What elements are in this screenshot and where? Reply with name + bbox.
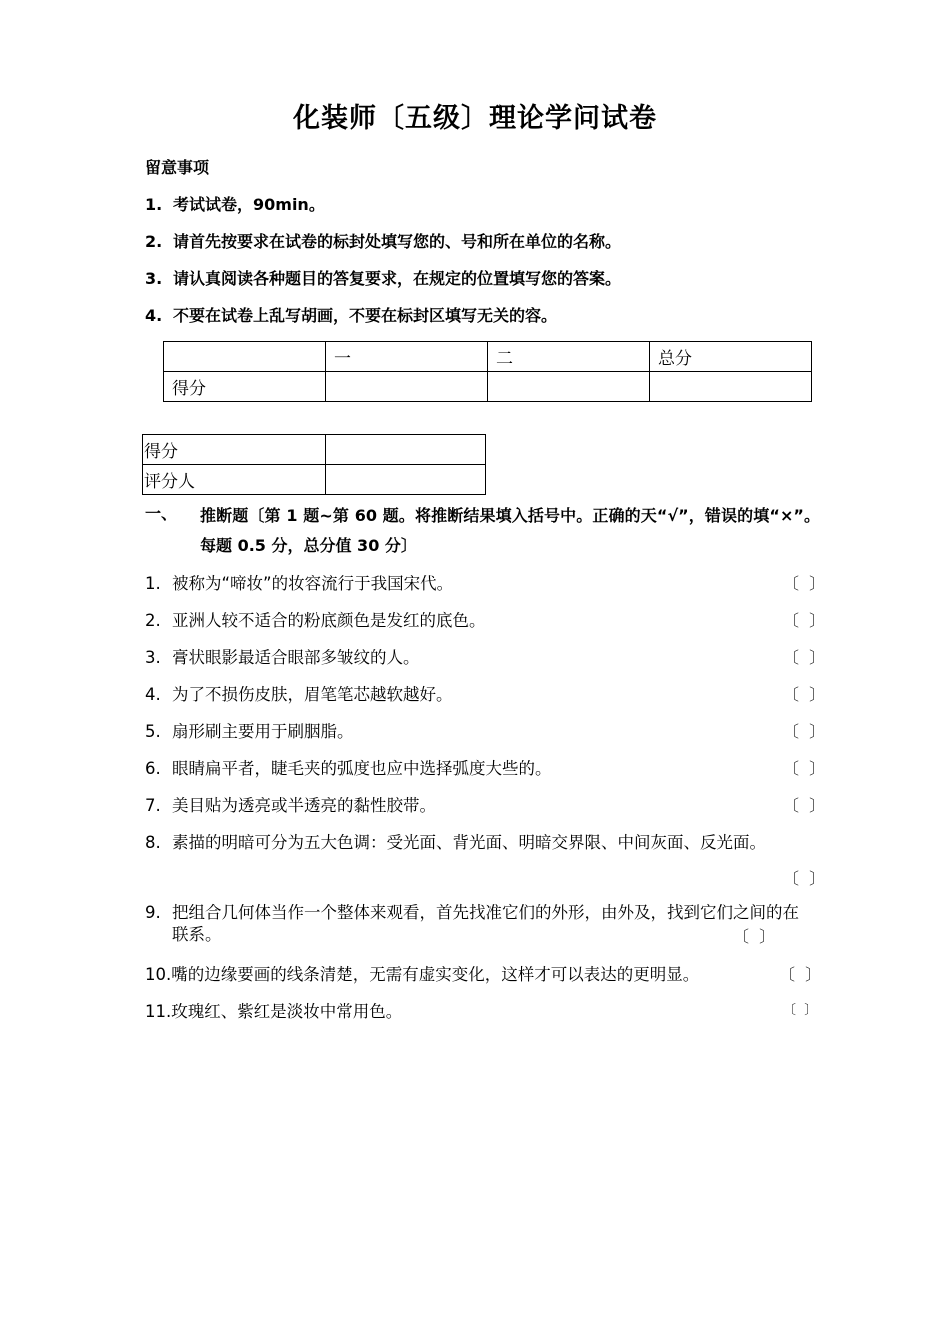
answer-bracket[interactable]: 〔 〕 bbox=[733, 927, 776, 946]
question-text: 眼睛扁平者，睫毛夹的弧度也应中选择弧度大些的。 bbox=[172, 759, 552, 778]
question-text: 素描的明暗可分为五大色调：受光面、背光面、明暗交界限、中间灰面、反光面。 bbox=[172, 833, 766, 852]
note-number: 4. bbox=[145, 306, 163, 325]
question-text: 为了不损伤皮肤，眉笔笔芯越软越好。 bbox=[172, 685, 453, 704]
question-number: 4. bbox=[145, 685, 161, 704]
question-number: 3. bbox=[145, 648, 161, 667]
answer-bracket[interactable]: 〔 〕 bbox=[783, 1003, 818, 1018]
score-header-cell: 二 bbox=[488, 342, 650, 372]
score-table-header-row bbox=[164, 342, 812, 372]
note-item bbox=[145, 192, 325, 215]
answer-bracket[interactable]: 〔 〕 bbox=[783, 869, 826, 888]
question-text: 美目贴为透亮或半透亮的黏性胶带。 bbox=[172, 796, 436, 815]
note-item bbox=[145, 229, 621, 252]
score-cell-2[interactable] bbox=[488, 372, 650, 402]
grader-person-label: 评分人 bbox=[143, 465, 326, 495]
question-text: 亚洲人较不适合的粉底颜色是发红的底色。 bbox=[172, 611, 486, 630]
grader-score-cell[interactable] bbox=[326, 435, 486, 465]
question-text: 扇形刷主要用于刷胭脂。 bbox=[172, 722, 354, 741]
question-text: 玫瑰红、紫红是淡妆中常用色。 bbox=[171, 1002, 403, 1021]
answer-bracket[interactable]: 〔 〕 bbox=[783, 648, 826, 667]
question-number: 6. bbox=[145, 759, 161, 778]
section-instructions: 推断题〔第 1 题~第 60 题。将推断结果填入括号中。正确的天“√”，错误的填“×”。每题 0.5 分，总分值 30 分〕 bbox=[200, 506, 820, 555]
note-text: 考试试卷，90min。 bbox=[173, 195, 325, 214]
answer-bracket[interactable]: 〔 〕 bbox=[783, 796, 826, 815]
score-cell-1[interactable] bbox=[326, 372, 488, 402]
question-item bbox=[145, 570, 453, 594]
answer-bracket[interactable]: 〔 〕 bbox=[783, 685, 826, 704]
note-number: 1. bbox=[145, 195, 163, 214]
question-item bbox=[145, 998, 402, 1022]
notes-heading: 留意事项 bbox=[145, 158, 210, 177]
question-number: 10. bbox=[145, 965, 172, 984]
score-header-cell: 一 bbox=[326, 342, 488, 372]
note-number: 3. bbox=[145, 269, 163, 288]
question-item bbox=[145, 607, 486, 631]
score-header-cell: 总分 bbox=[650, 342, 812, 372]
answer-bracket[interactable]: 〔 〕 bbox=[783, 759, 826, 778]
question-text: 把组合几何体当作一个整体来观看，首先找准它们的外形，由外及，找到它们之间的在联系。 bbox=[172, 903, 799, 944]
note-number: 2. bbox=[145, 232, 163, 251]
score-table-row bbox=[164, 372, 812, 402]
question-text: 膏状眼影最适合眼部多皱纹的人。 bbox=[172, 648, 420, 667]
grader-person-cell[interactable] bbox=[326, 465, 486, 495]
grader-score-label: 得分 bbox=[143, 435, 326, 465]
question-number: 2. bbox=[145, 611, 161, 630]
note-text: 不要在试卷上乱写胡画，不要在标封区填写无关的容。 bbox=[173, 306, 558, 325]
question-number: 7. bbox=[145, 796, 161, 815]
answer-bracket[interactable]: 〔 〕 bbox=[783, 722, 826, 741]
question-item bbox=[145, 792, 436, 816]
note-text: 请首先按要求在试卷的标封处填写您的、号和所在单位的名称。 bbox=[173, 232, 622, 251]
question-item bbox=[145, 829, 766, 853]
score-cell-total[interactable] bbox=[650, 372, 812, 402]
exam-title: 化装师〔五级〕理论学问试卷 bbox=[293, 103, 657, 134]
answer-bracket[interactable]: 〔 〕 bbox=[779, 965, 822, 984]
question-number: 5. bbox=[145, 722, 161, 741]
question-text: 嘴的边缘要画的线条清楚，无需有虚实变化，这样才可以表达的更明显。 bbox=[171, 965, 700, 984]
question-item bbox=[145, 718, 354, 742]
question-number: 9. bbox=[145, 903, 161, 922]
score-table bbox=[163, 341, 812, 402]
question-item bbox=[145, 644, 420, 668]
grader-row-score bbox=[143, 435, 486, 465]
question-text: 被称为“啼妆”的妆容流行于我国宋代。 bbox=[172, 574, 454, 593]
question-item bbox=[145, 961, 699, 985]
grader-table bbox=[142, 434, 486, 495]
note-text: 请认真阅读各种题目的答复要求，在规定的位置填写您的答案。 bbox=[173, 269, 622, 288]
question-item bbox=[145, 755, 552, 779]
question-number: 8. bbox=[145, 833, 161, 852]
answer-bracket[interactable]: 〔 〕 bbox=[783, 611, 826, 630]
answer-bracket[interactable]: 〔 〕 bbox=[783, 574, 826, 593]
grader-row-person bbox=[143, 465, 486, 495]
question-number: 1. bbox=[145, 574, 161, 593]
question-number: 11. bbox=[145, 1002, 172, 1021]
score-header-cell bbox=[164, 342, 326, 372]
section-number: 一、 bbox=[145, 504, 178, 523]
note-item bbox=[145, 266, 621, 289]
question-item bbox=[145, 681, 453, 705]
note-item bbox=[145, 303, 557, 326]
score-row-label: 得分 bbox=[164, 372, 326, 402]
